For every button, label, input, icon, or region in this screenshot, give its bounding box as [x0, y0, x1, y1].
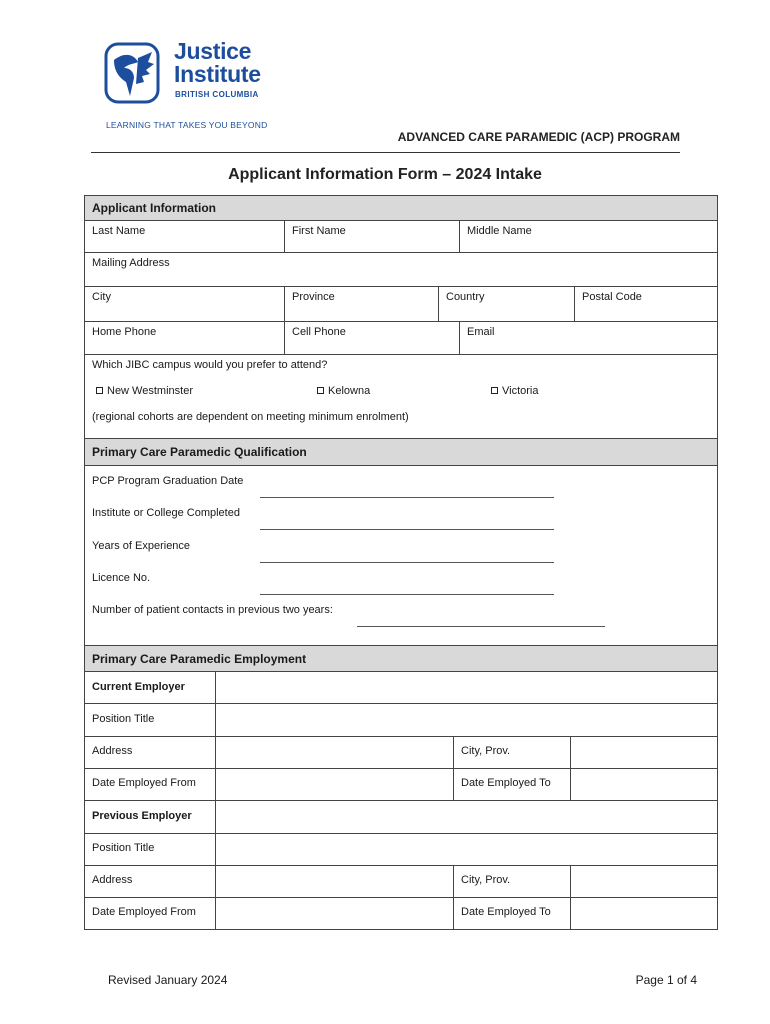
- applicant-information-section: [84, 195, 718, 439]
- header-divider: [91, 152, 680, 153]
- previous-employer-field[interactable]: [215, 801, 717, 833]
- field-label: Last Name: [92, 225, 146, 237]
- option-label: New Westminster: [107, 385, 193, 397]
- previous-dates-row: [85, 898, 717, 929]
- city-field[interactable]: [85, 287, 284, 321]
- date-to-label: Date Employed To: [453, 769, 570, 800]
- postal-code-field[interactable]: [574, 287, 717, 321]
- current-date-to-field[interactable]: [570, 769, 717, 800]
- graduation-date-label: PCP Program Graduation Date: [92, 475, 244, 487]
- field-label: Province: [292, 291, 335, 303]
- patient-contacts-label: Number of patient contacts in previous two years:: [92, 604, 333, 616]
- field-label: Email: [467, 326, 495, 338]
- page-number: Page 1 of 4: [635, 973, 697, 987]
- previous-date-to-field[interactable]: [570, 898, 717, 929]
- current-address-row: [85, 737, 717, 769]
- program-title: ADVANCED CARE PARAMEDIC (ACP) PROGRAM: [397, 130, 680, 144]
- qualification-section: [84, 438, 718, 646]
- section-heading: Primary Care Paramedic Qualification: [85, 439, 717, 466]
- date-from-label: Date Employed From: [92, 777, 196, 789]
- first-name-field[interactable]: [284, 221, 459, 252]
- current-employer-field[interactable]: [215, 672, 717, 703]
- email-field[interactable]: [459, 322, 717, 354]
- employment-section: [84, 645, 718, 930]
- current-date-from-field[interactable]: [215, 769, 453, 800]
- current-employer-label: Current Employer: [92, 681, 185, 693]
- current-position-field[interactable]: [215, 704, 717, 736]
- section-heading: Primary Care Paramedic Employment: [85, 646, 717, 672]
- option-label: Kelowna: [328, 385, 371, 397]
- field-label: Home Phone: [92, 326, 157, 338]
- current-position-row: [85, 704, 717, 737]
- phone-row: [85, 322, 717, 355]
- current-city-prov-field[interactable]: [570, 737, 717, 768]
- campus-option-new-westminster[interactable]: [96, 385, 193, 397]
- current-employer-row: [85, 672, 717, 704]
- province-field[interactable]: [284, 287, 438, 321]
- campus-option-kelowna[interactable]: [317, 385, 370, 397]
- field-label: Country: [446, 291, 485, 303]
- campus-option-victoria[interactable]: [491, 385, 538, 397]
- middle-name-field[interactable]: [459, 221, 717, 252]
- graduation-date-line[interactable]: [260, 497, 554, 498]
- cell-phone-field[interactable]: [284, 322, 459, 354]
- experience-label: Years of Experience: [92, 540, 191, 552]
- previous-city-prov-field[interactable]: [570, 866, 717, 897]
- logo-tagline: LEARNING THAT TAKES YOU BEYOND: [106, 120, 268, 130]
- previous-address-field[interactable]: [215, 866, 453, 897]
- previous-employer-label: Previous Employer: [92, 810, 192, 822]
- campus-note: (regional cohorts are dependent on meeting minimum enrolment): [92, 411, 409, 423]
- checkbox-icon[interactable]: [491, 387, 498, 394]
- city-prov-label: City, Prov.: [453, 866, 570, 897]
- mailing-address-field[interactable]: [85, 253, 717, 286]
- date-from-label: Date Employed From: [92, 906, 196, 918]
- form-title: Applicant Information Form – 2024 Intake: [228, 166, 542, 183]
- institute-label: Institute or College Completed: [92, 507, 240, 519]
- previous-date-from-field[interactable]: [215, 898, 453, 929]
- revised-date: Revised January 2024: [108, 973, 228, 987]
- patient-contacts-line[interactable]: [357, 626, 605, 627]
- home-phone-field[interactable]: [85, 322, 284, 354]
- licence-label: Licence No.: [92, 572, 151, 584]
- campus-row: [85, 355, 717, 438]
- justice-institute-logo: [104, 40, 284, 132]
- country-field[interactable]: [438, 287, 574, 321]
- name-row: [85, 221, 717, 253]
- position-title-label: Position Title: [92, 713, 155, 725]
- field-label: City: [92, 291, 111, 303]
- city-prov-label: City, Prov.: [453, 737, 570, 768]
- position-title-label: Position Title: [92, 842, 155, 854]
- eagle-emblem-icon: [104, 42, 160, 104]
- last-name-field[interactable]: [85, 221, 284, 252]
- experience-line[interactable]: [260, 562, 554, 563]
- address-label: Address: [92, 874, 133, 886]
- field-label: First Name: [292, 225, 346, 237]
- licence-line[interactable]: [260, 594, 554, 595]
- address-label: Address: [92, 745, 133, 757]
- checkbox-icon[interactable]: [317, 387, 324, 394]
- previous-position-field[interactable]: [215, 834, 717, 865]
- previous-employer-row: [85, 801, 717, 834]
- option-label: Victoria: [502, 385, 539, 397]
- institute-line[interactable]: [260, 529, 554, 530]
- date-to-label: Date Employed To: [453, 898, 570, 929]
- logo-subtitle: BRITISH COLUMBIA: [175, 90, 259, 99]
- campus-question: Which JIBC campus would you prefer to attend?: [92, 359, 328, 371]
- field-label: Middle Name: [467, 225, 532, 237]
- section-heading: Applicant Information: [85, 196, 717, 221]
- current-address-field[interactable]: [215, 737, 453, 768]
- field-label: Cell Phone: [292, 326, 346, 338]
- address-row: [85, 253, 717, 287]
- location-row: [85, 287, 717, 322]
- current-dates-row: [85, 769, 717, 801]
- logo-name: Justice Institute: [174, 38, 261, 87]
- previous-address-row: [85, 866, 717, 898]
- field-label: Postal Code: [582, 291, 642, 303]
- checkbox-icon[interactable]: [96, 387, 103, 394]
- field-label: Mailing Address: [92, 257, 170, 269]
- previous-position-row: [85, 834, 717, 866]
